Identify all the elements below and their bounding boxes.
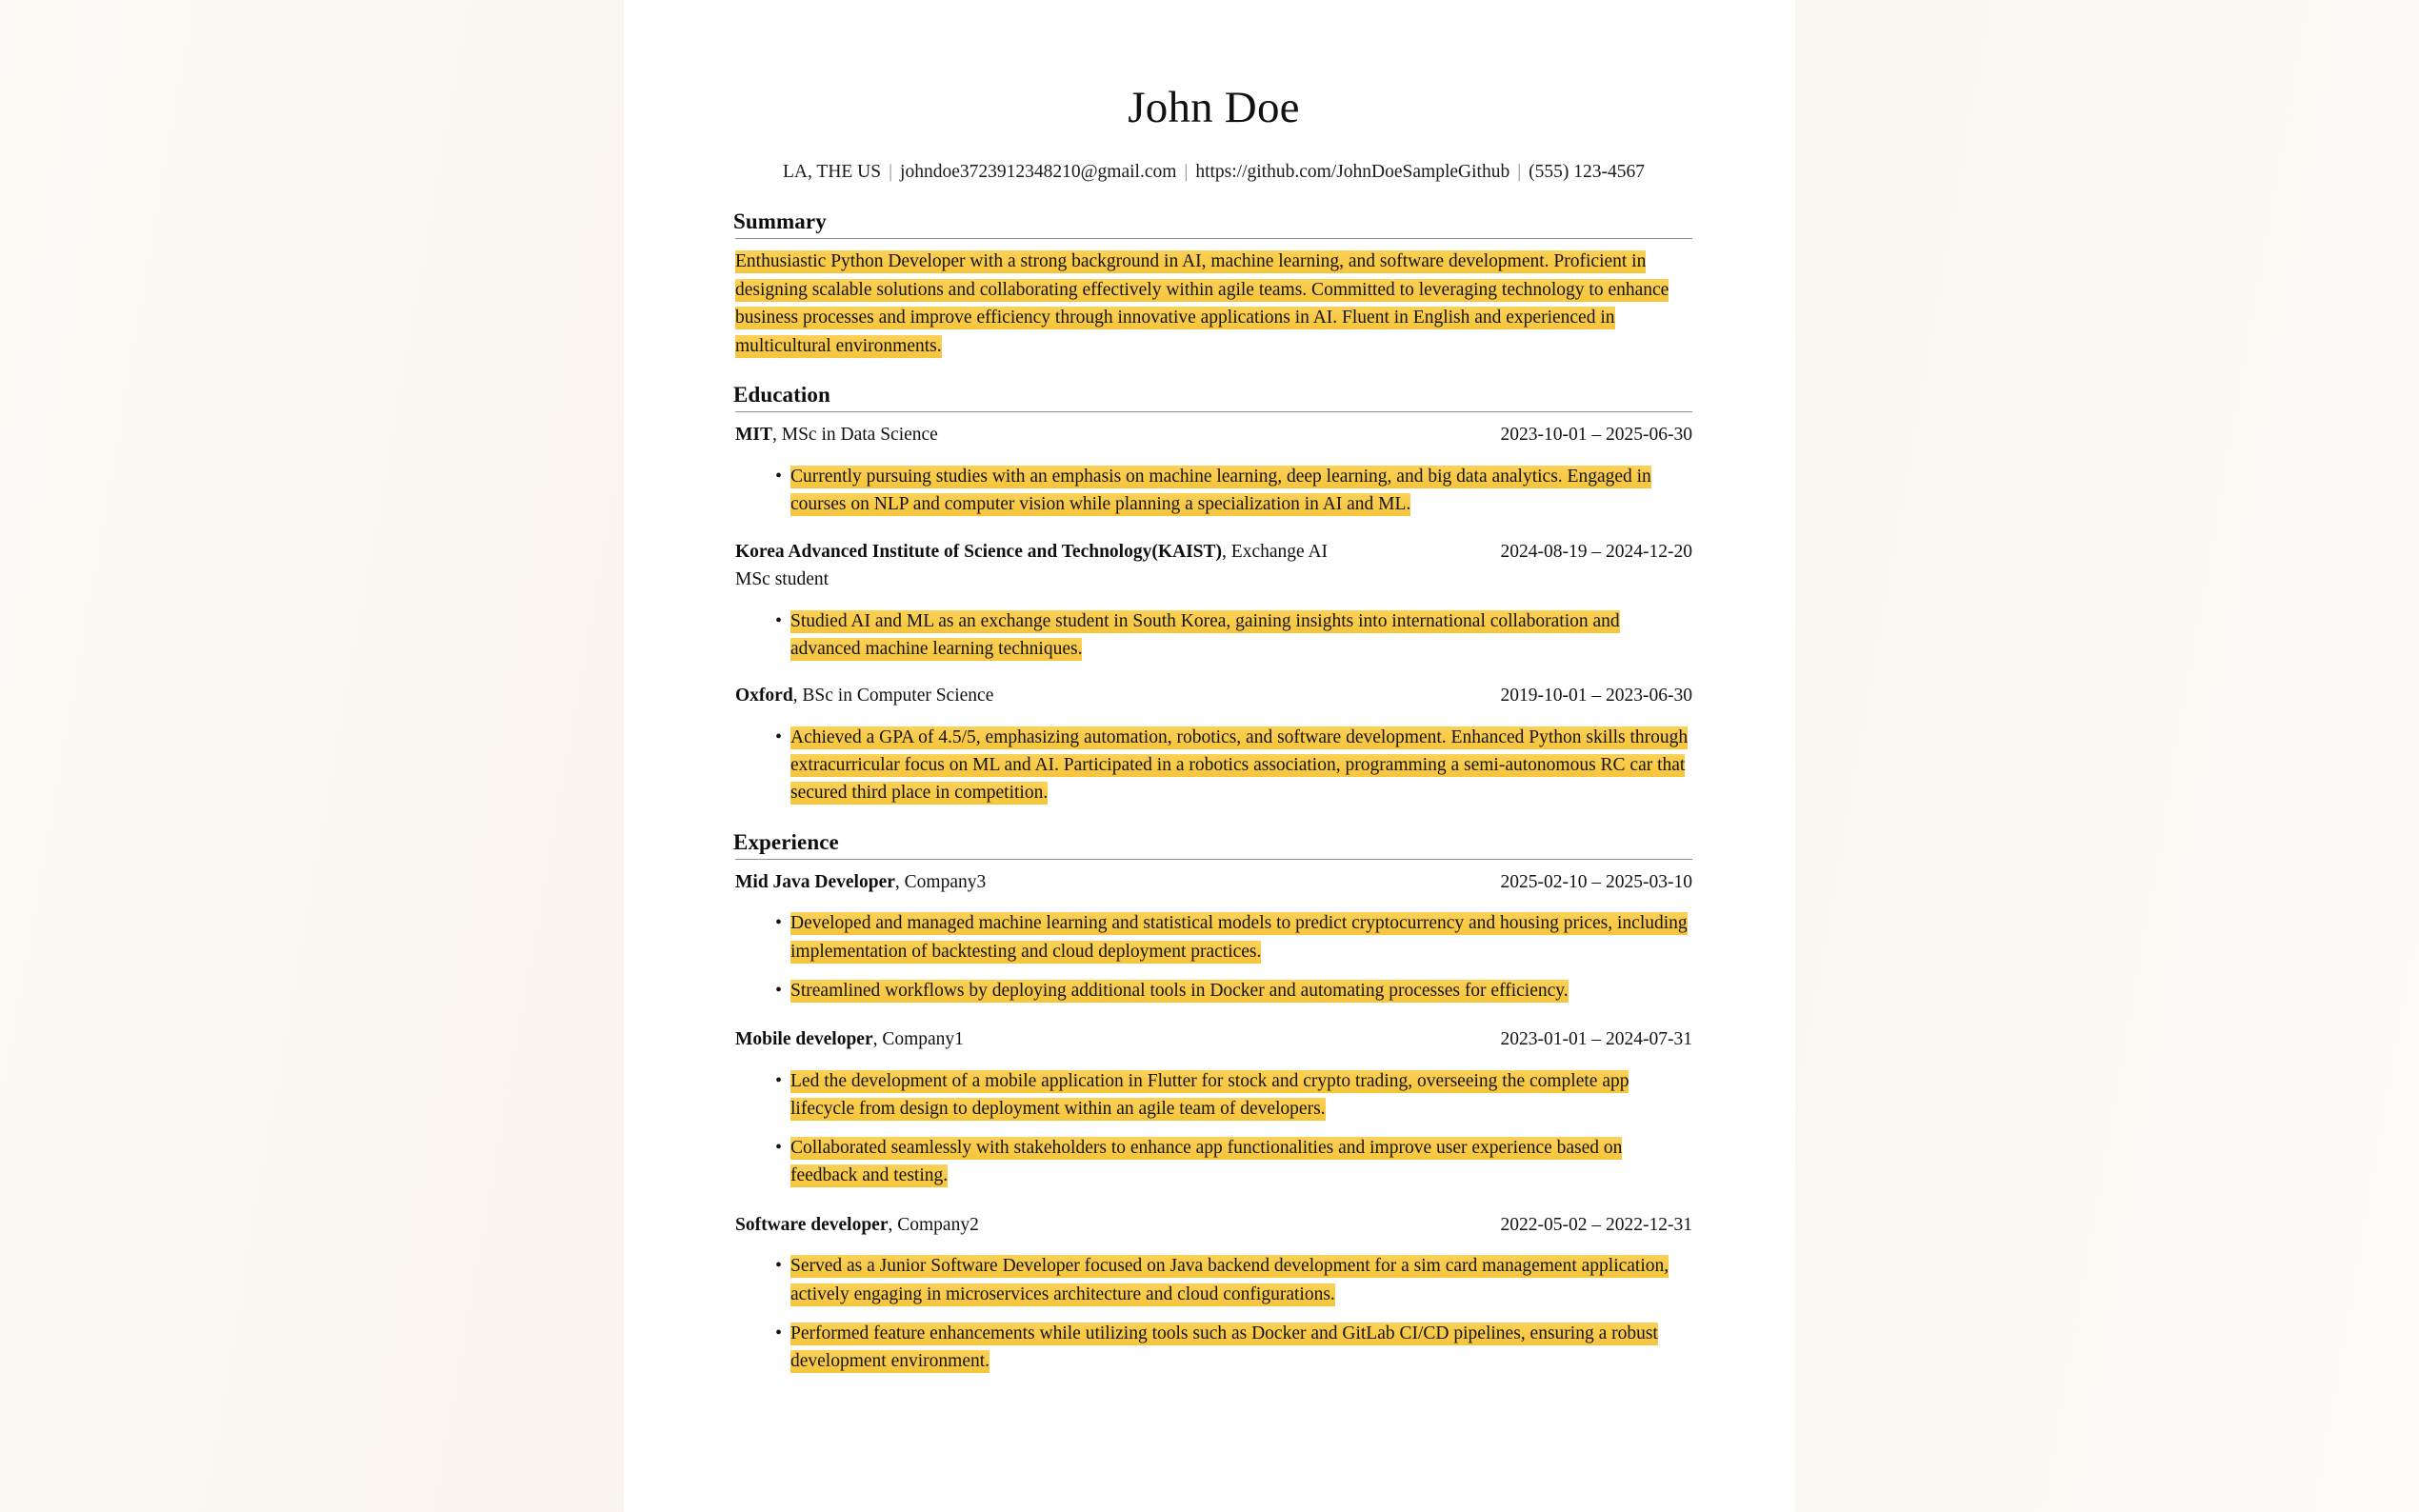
entry-institution: Oxford (735, 686, 793, 706)
entry-dates: 2022-05-02 – 2022-12-31 (1500, 1214, 1692, 1235)
section-experience (735, 830, 1692, 1376)
list-item (775, 1252, 1692, 1308)
list-item (775, 1320, 1692, 1376)
entry-highlights (735, 909, 1692, 1005)
entry-position: Software developer (735, 1214, 889, 1235)
entry-separator: , (888, 1214, 898, 1235)
highlight-text: Collaborated seamlessly with stakeholders to enhance app functionalities and improve user experience based on feedback and testing. (790, 1138, 1623, 1186)
section-education (735, 383, 1692, 806)
entry-header (735, 1211, 1692, 1240)
entry-highlights (735, 1067, 1692, 1190)
highlight-text: Achieved a GPA of 4.5/5, emphasizing automation, robotics, and software development. Enhanced Python skills through extracurricular focus on ML and AI. Participated in a robotics association, programming a semi-autonomous RC car that secured third place in competition. (790, 726, 1689, 804)
entry-highlights (735, 463, 1692, 519)
list-item (775, 1134, 1692, 1190)
contact-email[interactable]: johndoe3723912348210@gmail.com (900, 161, 1177, 182)
entry-position: Mid Java Developer (735, 871, 895, 892)
entry-institution: MIT (735, 425, 772, 446)
experience-entry (735, 868, 1692, 1005)
contact-website[interactable]: https://github.com/JohnDoeSampleGithub (1195, 161, 1510, 182)
entry-dates: 2023-01-01 – 2024-07-31 (1500, 1029, 1692, 1050)
education-entry (735, 682, 1692, 806)
entry-title (735, 868, 1345, 897)
contact-location: LA, THE US (783, 161, 882, 182)
entry-highlights (735, 1252, 1692, 1375)
contact-separator-2: | (1184, 161, 1189, 182)
contact-separator-3: | (1517, 161, 1522, 182)
contact-separator-1: | (889, 161, 893, 182)
entry-title (735, 421, 1345, 449)
list-item (775, 909, 1692, 965)
entry-title (735, 1211, 1345, 1240)
entry-company: Company1 (882, 1029, 964, 1050)
entry-separator: , (894, 871, 905, 892)
entry-degree: MSc in Data Science (781, 425, 938, 446)
section-heading-summary: Summary (733, 209, 827, 233)
education-entry (735, 538, 1692, 664)
section-summary (735, 209, 1692, 361)
entry-dates: 2019-10-01 – 2023-06-30 (1500, 686, 1692, 706)
resume-page (624, 0, 1795, 1512)
entry-header (735, 1025, 1692, 1054)
entry-separator: , (1222, 541, 1231, 562)
list-item (775, 977, 1692, 1005)
highlight-text: Streamlined workflows by deploying additional tools in Docker and automating processes for efficiency. (790, 980, 1569, 1001)
list-item (775, 463, 1692, 519)
highlight-text: Served as a Junior Software Developer focused on Java backend development for a sim card management application, actively engaging in microservices architecture and cloud configurations. (790, 1256, 1669, 1304)
highlight-text: Led the development of a mobile application in Flutter for stock and crypto trading, overseeing the complete app lifecycle from design to deployment within an agile team of developers. (790, 1070, 1629, 1119)
entry-highlights (735, 607, 1692, 664)
experience-entry (735, 1211, 1692, 1376)
entry-title (735, 682, 1345, 710)
entry-header (735, 682, 1692, 710)
entry-header (735, 868, 1692, 897)
entry-company: Company2 (897, 1214, 979, 1235)
entry-degree: BSc in Computer Science (802, 686, 994, 706)
highlight-text: Developed and managed machine learning and statistical models to predict cryptocurrency and housing prices, including implementation of backtesting and cloud deployment practices. (790, 913, 1688, 962)
entry-separator: , (872, 1029, 883, 1050)
highlight-text: Performed feature enhancements while utilizing tools such as Docker and GitLab CI/CD pipelines, ensuring a robust development environment. (790, 1323, 1658, 1372)
entry-company: Company3 (904, 871, 987, 892)
entry-dates: 2023-10-01 – 2025-06-30 (1500, 425, 1692, 446)
entry-title (735, 538, 1345, 594)
entry-title (735, 1025, 1345, 1054)
list-item (775, 607, 1692, 664)
resume-content (735, 0, 1692, 1375)
entry-dates: 2025-02-10 – 2025-03-10 (1500, 871, 1692, 892)
entry-institution: Korea Advanced Institute of Science and Technology(KAIST) (735, 541, 1223, 562)
contact-phone[interactable]: (555) 123-4567 (1529, 161, 1645, 182)
entry-header (735, 421, 1692, 449)
section-divider (735, 411, 1692, 412)
highlight-text: Studied AI and ML as an exchange student in South Korea, gaining insights into international collaboration and advanced machine learning techniques. (790, 610, 1620, 660)
entry-dates: 2024-08-19 – 2024-12-20 (1500, 541, 1692, 562)
summary-paragraph (735, 248, 1692, 361)
entry-degree: Exchange AI MSc student (735, 541, 1329, 590)
entry-highlights (735, 724, 1692, 807)
highlight-text: Currently pursuing studies with an emphasis on machine learning, deep learning, and big data analytics. Engaged in courses on NLP and computer vision while planning a specialization in AI and ML. (790, 467, 1651, 515)
section-divider (735, 859, 1692, 860)
entry-header (735, 538, 1692, 594)
experience-entry (735, 1025, 1692, 1190)
entry-position: Mobile developer (735, 1029, 873, 1050)
list-item (775, 1067, 1692, 1124)
page-title: John Doe (1128, 83, 1300, 132)
entry-separator: , (772, 425, 782, 446)
education-entry (735, 421, 1692, 518)
section-divider (735, 238, 1692, 239)
section-heading-experience: Experience (733, 829, 839, 854)
summary-highlight: Enthusiastic Python Developer with a strong background in AI, machine learning, and software development. Proficient in designing scalable solutions and collaborating effectively within agile teams. Committed to leveraging technology to enhance business processes and improve efficiency through innovative applications in AI. Fluent in English and experienced in multicultural environments. (735, 250, 1669, 356)
entry-separator: , (792, 686, 803, 706)
contact-line (735, 158, 1692, 187)
section-heading-education: Education (733, 383, 830, 408)
list-item (775, 724, 1692, 807)
